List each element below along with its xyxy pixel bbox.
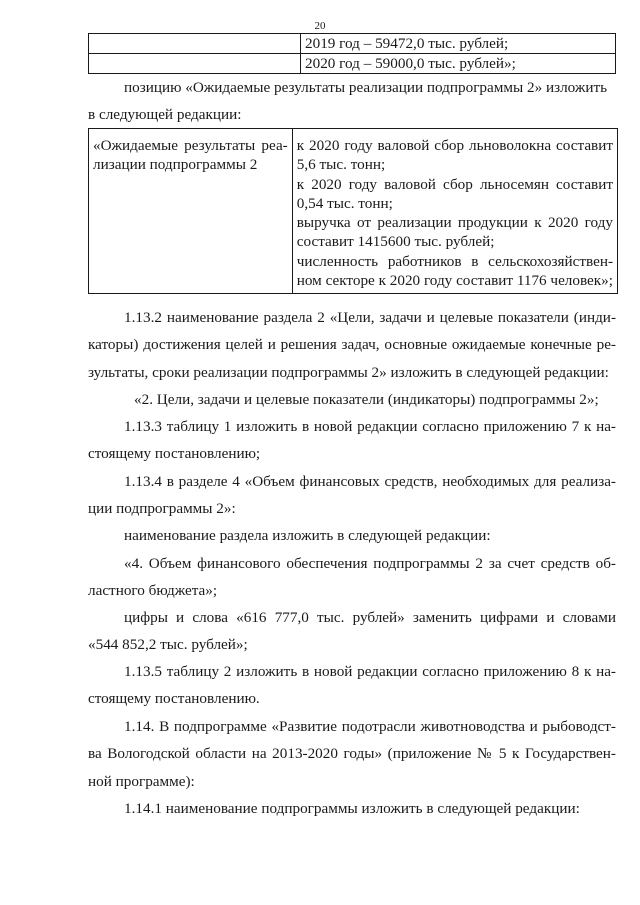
- results-value-line: 5,6 тыс. тонн;: [296, 156, 386, 174]
- funding-2019: 2019 год – 59472,0 тыс. рублей;: [305, 35, 509, 52]
- text-line: 1.13.3 таблицу 1 изложить в новой редакции согласно приложению 7 к на-: [124, 418, 616, 435]
- text-line: «4. Объем финансового обеспечения подпрограммы 2 за счет средств об-: [124, 555, 616, 572]
- paragraph-section-2-title: [88, 386, 616, 413]
- table-row: [89, 129, 618, 294]
- text-line: 1.14. В подпрограмме «Развитие подотрасли животноводства и рыбоводст-: [124, 718, 616, 735]
- paragraph-section-name: [88, 522, 616, 549]
- intro-line: позицию «Ожидаемые результаты реализации подпрограммы 2» изложить: [124, 79, 608, 96]
- text-line: «544 852,2 тыс. рублей»;: [88, 636, 248, 654]
- table-row: [89, 54, 616, 74]
- paragraph-1-13-5: [88, 658, 616, 713]
- paragraph-1-13-4: [88, 468, 616, 523]
- table-cell: [301, 34, 616, 54]
- text-line: 1.13.2 наименование раздела 2 «Цели, задачи и целевые показатели (инди-: [124, 309, 616, 326]
- paragraph-1-14: [88, 713, 616, 795]
- results-label-line: «Ожидаемые результаты реа-: [93, 137, 288, 154]
- text-line: 1.13.5 таблицу 2 изложить в новой редакции согласно приложению 8 к на-: [124, 663, 616, 680]
- intro-paragraph: [88, 74, 616, 129]
- text-line: «2. Цели, задачи и целевые показатели (индикаторы) подпрограммы 2»;: [134, 391, 599, 408]
- results-value-line: численность работников в сельскохозяйствен-: [296, 252, 613, 270]
- text-line: 1.14.1 наименование подпрограммы изложить в следующей редакции:: [124, 800, 580, 817]
- text-line: стоящему постановлению;: [88, 445, 261, 463]
- paragraph-1-14-1: [88, 795, 616, 822]
- results-value-line: выручка от реализации продукции к 2020 году: [296, 214, 613, 232]
- text-line: зультаты, сроки реализации подпрограммы 2» изложить в следующей редакции:: [88, 363, 609, 381]
- results-label-cell: [89, 129, 293, 294]
- results-value-line: ном секторе к 2020 году составит 1176 человек»;: [296, 272, 613, 290]
- results-value-line: составит 1415600 тыс. рублей;: [296, 233, 495, 251]
- text-line: 1.13.4 в разделе 4 «Объем финансовых средств, необходимых для реализа-: [124, 473, 616, 490]
- table-cell-empty: [89, 54, 301, 74]
- text-line: ва Вологодской области на 2013-2020 годы» (приложение № 5 к Государствен-: [88, 745, 616, 763]
- expected-results-table: [88, 128, 618, 294]
- text-line: ластного бюджета»;: [88, 582, 218, 600]
- text-line: каторы) достижения целей и решения задач, основные ожидаемые конечные ре-: [88, 336, 616, 354]
- paragraph-section-4-title: [88, 550, 616, 605]
- page-number: 20: [314, 20, 326, 32]
- text-line: стоящему постановлению.: [88, 690, 260, 708]
- paragraph-1-13-2: [88, 304, 616, 386]
- results-value-line: к 2020 году валовой сбор льноволокна составит: [296, 137, 613, 154]
- text-line: ной программе):: [88, 772, 195, 790]
- paragraph-1-13-3: [88, 413, 616, 468]
- text-line: ции подпрограммы 2»:: [88, 500, 236, 518]
- results-label-line: лизации подпрограммы 2: [93, 156, 258, 174]
- intro-line: в следующей редакции:: [88, 106, 242, 124]
- text-line: цифры и слова «616 777,0 тыс. рублей» заменить цифрами и словами: [124, 609, 616, 626]
- funding-table-fragment: [88, 33, 616, 74]
- paragraph-figures-replace: [88, 604, 616, 659]
- results-value-line: 0,54 тыс. тонн;: [296, 194, 393, 212]
- funding-2020: 2020 год – 59000,0 тыс. рублей»;: [305, 55, 516, 72]
- table-cell-empty: [89, 34, 301, 54]
- table-cell: [301, 54, 616, 74]
- results-value-line: к 2020 году валовой сбор льносемян составит: [296, 175, 613, 193]
- text-line: наименование раздела изложить в следующей редакции:: [124, 527, 491, 544]
- table-row: [89, 34, 616, 54]
- results-value-cell: [292, 129, 617, 294]
